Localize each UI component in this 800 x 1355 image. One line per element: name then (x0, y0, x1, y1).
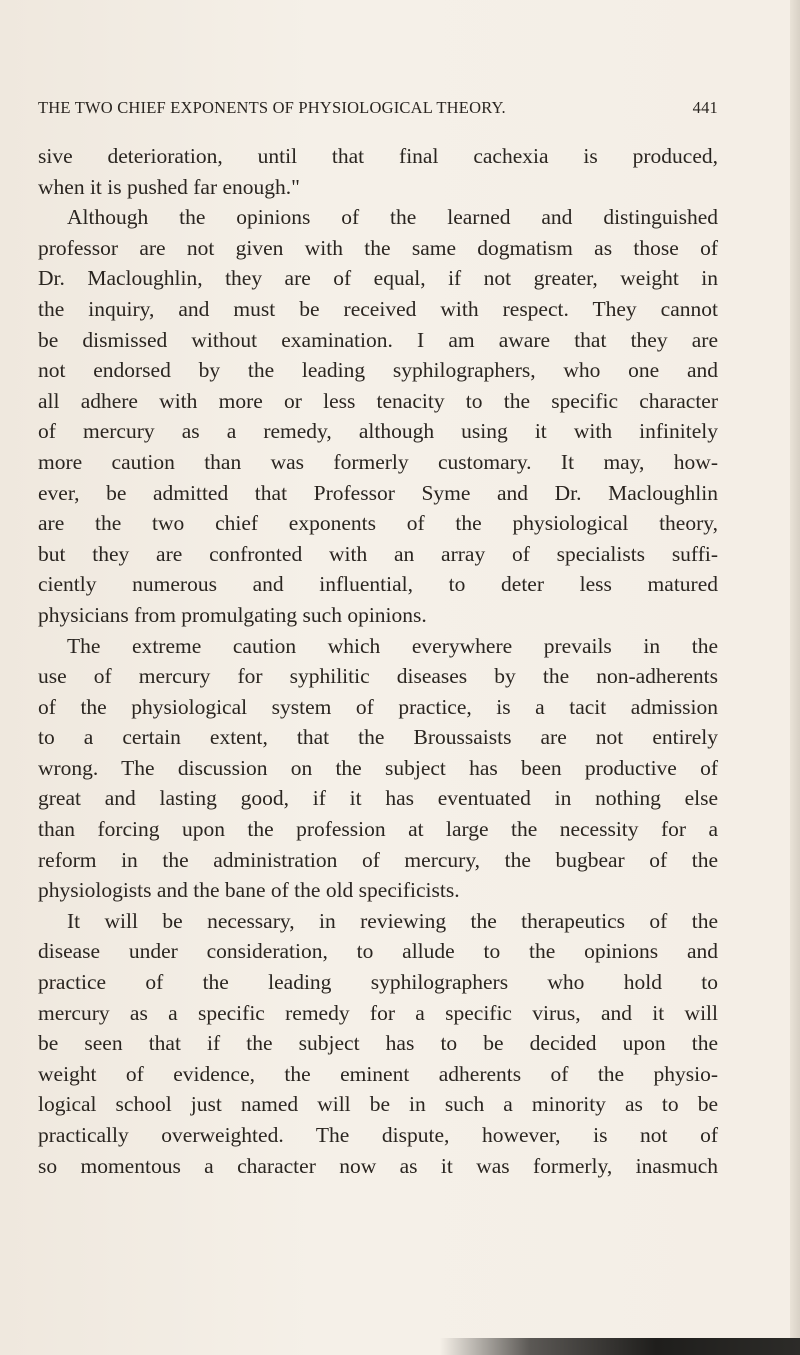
text-line: so momentous a character now as it was formerly, inasmuch (38, 1153, 718, 1178)
text-line: use of mercury for syphilitic diseases by the non-adherents (38, 664, 718, 689)
text-line: physicians from promulgating such opinions. (38, 602, 427, 627)
text-line: more caution than was formerly customary. It may, how- (38, 449, 718, 474)
text-line: ever, be admitted that Professor Syme and Dr. Macloughlin (38, 480, 718, 505)
text-line: than forcing upon the profession at large the necessity for a (38, 817, 718, 842)
text-line: of mercury as a remedy, although using it with infinitely (38, 419, 718, 444)
text-line: disease under consideration, to allude to the opinions and (38, 939, 718, 964)
text-line: ciently numerous and influential, to deter less matured (38, 572, 718, 597)
text-line: of the physiological system of practice, is a tacit admission (38, 694, 718, 719)
text-line: all adhere with more or less tenacity to the specific character (38, 388, 718, 413)
text-line: be dismissed without examination. I am aware that they are (38, 327, 718, 352)
body-text (38, 141, 718, 1181)
text-line: Although the opinions of the learned and distinguished (67, 205, 718, 230)
text-line: physiologists and the bane of the old specificists. (38, 878, 460, 903)
text-line: professor are not given with the same dogmatism as those of (38, 235, 718, 260)
text-line: practically overweighted. The dispute, however, is not of (38, 1123, 718, 1147)
text-line: sive deterioration, until that final cachexia is produced, (38, 144, 718, 168)
page-number: 441 (692, 98, 718, 117)
text-line: the inquiry, and must be received with respect. They cannot (38, 296, 718, 321)
bottom-edge-shadow (440, 1338, 800, 1355)
text-line: not endorsed by the leading syphilographers, who one and (38, 358, 718, 383)
running-header (38, 98, 718, 118)
text-line: be seen that if the subject has to be decided upon the (38, 1031, 718, 1056)
running-header-title: THE TWO CHIEF EXPONENTS OF PHYSIOLOGICAL THEORY. (38, 98, 506, 117)
text-line: It will be necessary, in reviewing the therapeutics of the (67, 908, 718, 933)
text-line: to a certain extent, that the Broussaists are not entirely (38, 725, 718, 750)
text-line: reform in the administration of mercury, the bugbear of the (38, 847, 718, 872)
text-line: logical school just named will be in such a minority as to be (38, 1092, 718, 1117)
text-line: but they are confronted with an array of specialists suffi- (38, 541, 718, 566)
text-line: weight of evidence, the eminent adherents of the physio- (38, 1061, 718, 1086)
text-line: great and lasting good, if it has eventuated in nothing else (38, 786, 718, 811)
text-line: wrong. The discussion on the subject has been productive of (38, 755, 718, 780)
text-line: mercury as a specific remedy for a specific virus, and it will (38, 1000, 718, 1025)
page-edge-shadow (790, 0, 800, 1355)
text-line: The extreme caution which everywhere prevails in the (67, 633, 718, 658)
text-line: Dr. Macloughlin, they are of equal, if not greater, weight in (38, 266, 718, 291)
text-line: practice of the leading syphilographers who hold to (38, 970, 718, 995)
text-line: when it is pushed far enough." (38, 174, 300, 199)
text-line: are the two chief exponents of the physiological theory, (38, 511, 718, 536)
